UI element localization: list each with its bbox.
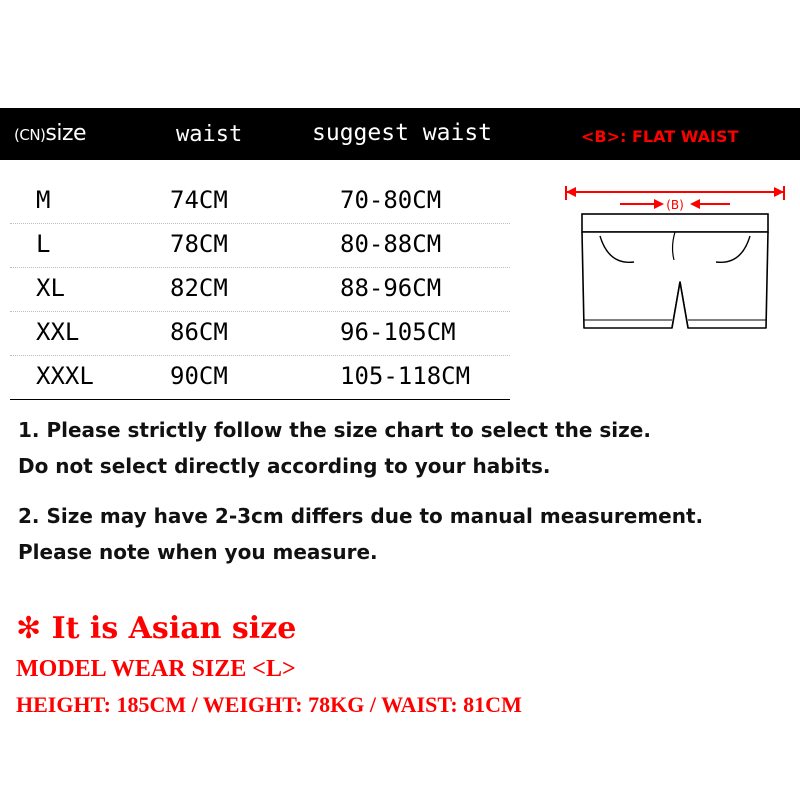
cell-suggest-waist: 88-96CM bbox=[340, 274, 442, 302]
note-line: Please note when you measure. bbox=[18, 540, 378, 564]
cell-waist: 82CM bbox=[170, 274, 228, 302]
cell-size: L bbox=[36, 230, 51, 258]
header-size-label: size bbox=[45, 121, 87, 146]
cell-size: XXXL bbox=[36, 362, 94, 390]
cell-waist: 86CM bbox=[170, 318, 228, 346]
note-line: 1. Please strictly follow the size chart to select the size. bbox=[18, 418, 651, 442]
model-measurements: HEIGHT: 185CM / WEIGHT: 78KG / WAIST: 81CM bbox=[16, 691, 522, 717]
cell-suggest-waist: 70-80CM bbox=[340, 186, 442, 214]
notes-block bbox=[18, 420, 798, 578]
header-flat-waist-note: <B>: FLAT WAIST bbox=[581, 127, 739, 146]
cell-suggest-waist: 105-118CM bbox=[340, 362, 471, 390]
svg-text:(B): (B) bbox=[666, 198, 684, 212]
table-row bbox=[10, 224, 510, 268]
cell-size: XL bbox=[36, 274, 65, 302]
table-row bbox=[10, 312, 510, 356]
asian-size-notice bbox=[16, 612, 796, 718]
model-wear-size: MODEL WEAR SIZE <L> bbox=[16, 656, 296, 682]
cell-size: XXL bbox=[36, 318, 80, 346]
asterisk-icon: ✻ bbox=[16, 611, 42, 646]
note-line: 2. Size may have 2-3cm differs due to manual measurement. bbox=[18, 504, 704, 528]
shorts-outline-icon bbox=[560, 178, 790, 373]
header-cn-prefix: (CN) bbox=[14, 126, 46, 144]
header-size-column-label bbox=[14, 121, 86, 146]
cell-suggest-waist: 80-88CM bbox=[340, 230, 442, 258]
cell-waist: 90CM bbox=[170, 362, 228, 390]
size-table bbox=[10, 180, 510, 400]
cell-suggest-waist: 96-105CM bbox=[340, 318, 456, 346]
header-waist-column-label: waist bbox=[176, 122, 243, 147]
cell-waist: 74CM bbox=[170, 186, 228, 214]
table-row bbox=[10, 356, 510, 400]
table-header-bar bbox=[0, 108, 800, 160]
asian-size-text: It is Asian size bbox=[51, 611, 297, 646]
cell-waist: 78CM bbox=[170, 230, 228, 258]
header-suggest-waist-column-label: suggest waist bbox=[312, 120, 493, 146]
table-row bbox=[10, 180, 510, 224]
shorts-diagram bbox=[560, 178, 790, 373]
asian-size-line bbox=[16, 612, 796, 645]
note-line: Do not select directly according to your habits. bbox=[18, 454, 551, 478]
cell-size: M bbox=[36, 186, 51, 214]
table-row bbox=[10, 268, 510, 312]
